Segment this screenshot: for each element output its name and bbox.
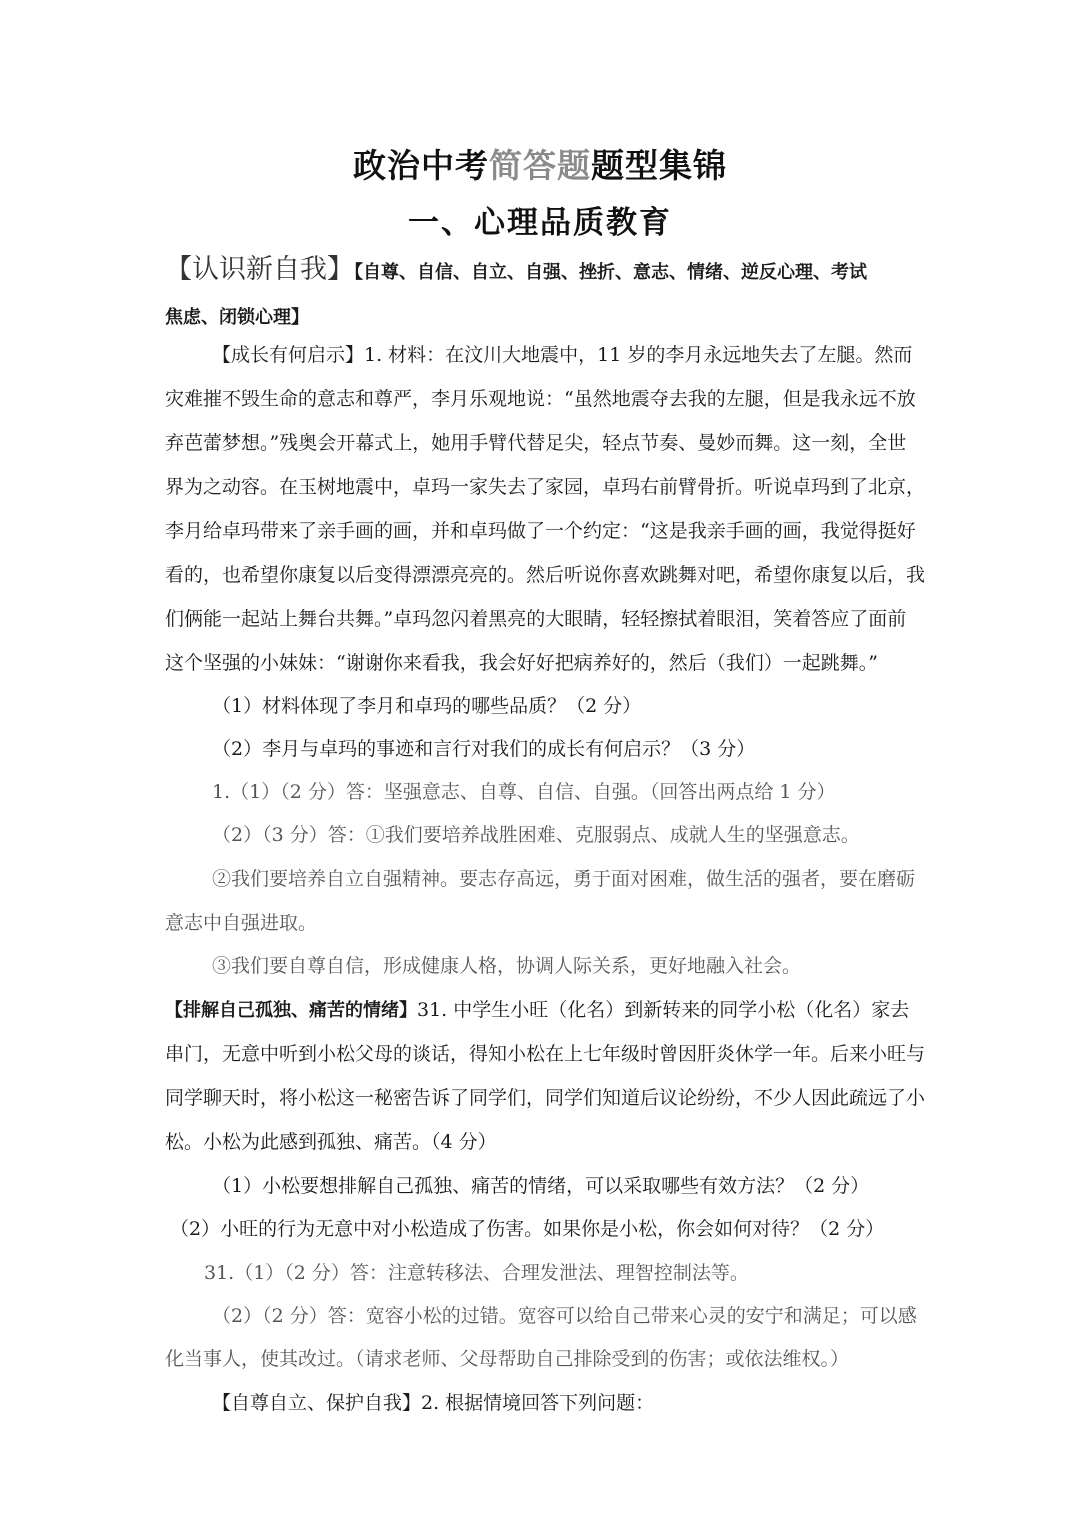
topic-heading: 【认识新自我】 [165, 254, 354, 285]
q1-line-6: 看的，也希望你康复以后变得漂漂亮亮的。然后听说你喜欢跳舞对吧，希望你康复以后，我 [165, 564, 926, 586]
q31-sub-question-1: （1）小松要想排解自己孤独、痛苦的情绪，可以采取哪些有效方法？（2 分） [212, 1175, 870, 1197]
q31-line-4: 松。小松为此感到孤独、痛苦。（4 分） [165, 1131, 497, 1153]
q1-answer-2b-cont: 意志中自强进取。 [165, 912, 318, 934]
topic-keywords: 【自尊、自信、自立、自强、挫折、意志、情绪、逆反心理、考试 [354, 262, 867, 283]
q31-line-3: 同学聊天时，将小松这一秘密告诉了同学们，同学们知道后议论纷纷，不少人因此疏远了小 [165, 1087, 926, 1109]
q1-answer-2c: ③我们要自尊自信，形成健康人格，协调人际关系，更好地融入社会。 [212, 955, 802, 977]
q1-line-7: 们俩能一起站上舞台共舞。”卓玛忽闪着黑亮的大眼睛，轻轻擦拭着眼泪，笑着答应了面前 [165, 608, 907, 630]
document-title [0, 140, 1080, 187]
q1-line-8: 这个坚强的小妹妹：“谢谢你来看我，我会好好把病养好的，然后（我们）一起跳舞。” [165, 652, 878, 674]
title-part2: 简答题 [489, 146, 591, 185]
section-title: 一、心理品质教育 [408, 205, 672, 241]
q31-line-1-text: 31. 中学生小旺（化名）到新转来的同学小松（化名）家去 [417, 999, 910, 1021]
q1-line-1: 【成长有何启示】1. 材料：在汶川大地震中，11 岁的李月永远地失去了左腿。然而 [212, 344, 913, 366]
q1-answer-2b: ②我们要培养自立自强精神。要志存高远，勇于面对困难，做生活的强者，要在磨砺 [212, 868, 916, 890]
q31-sub-question-2: （2）小旺的行为无意中对小松造成了伤害。如果你是小松，你会如何对待？（2 分） [170, 1218, 885, 1240]
topic-line [165, 254, 867, 285]
title-part1: 政治中考 [353, 146, 489, 185]
q31-heading: 【排解自己孤独、痛苦的情绪】 [165, 1000, 417, 1021]
q31-answer-1: 31.（1）（2 分）答：注意转移法、合理发泄法、理智控制法等。 [204, 1262, 749, 1284]
topic-keywords-cont: 焦虑、闭锁心理】 [165, 307, 309, 328]
q1-line-4: 界为之动容。在玉树地震中，卓玛一家失去了家园，卓玛右前臂骨折。听说卓玛到了北京， [165, 476, 926, 498]
q1-line-5: 李月给卓玛带来了亲手画的画，并和卓玛做了一个约定：“这是我亲手画的画，我觉得挺好 [165, 520, 916, 542]
q2-intro: 【自尊自立、保护自我】2. 根据情境回答下列问题： [212, 1392, 655, 1414]
title-part3: 题型集锦 [591, 146, 727, 185]
q1-sub-question-1: （1）材料体现了李月和卓玛的哪些品质？（2 分） [212, 695, 642, 717]
q31-line-2: 串门，无意中听到小松父母的谈话，得知小松在上七年级时曾因肝炎休学一年。后来小旺与 [165, 1043, 926, 1065]
q31-answer-2: （2）（2 分）答：宽容小松的过错。宽容可以给自己带来心灵的安宁和满足；可以感 [212, 1305, 917, 1327]
q1-answer-2: （2）（3 分）答：①我们要培养战胜困难、克服弱点、成就人生的坚强意志。 [212, 824, 860, 846]
q31-answer-2-cont: 化当事人，使其改过。（请求老师、父母帮助自己排除受到的伤害；或依法维权。） [165, 1348, 850, 1370]
q1-line-3: 弃芭蕾梦想。”残奥会开幕式上，她用手臂代替足尖，轻点节奏、曼妙而舞。这一刻，全世 [165, 432, 907, 454]
q1-sub-question-2: （2）李月与卓玛的事迹和言行对我们的成长有何启示？（3 分） [212, 738, 756, 760]
q1-line-2: 灾难摧不毁生命的意志和尊严，李月乐观地说：“虽然地震夺去我的左腿，但是我永远不放 [165, 388, 916, 410]
q31-line-1 [165, 998, 909, 1023]
q1-answer-1: 1.（1）（2 分）答：坚强意志、自尊、自信、自强。（回答出两点给 1 分） [212, 781, 836, 803]
